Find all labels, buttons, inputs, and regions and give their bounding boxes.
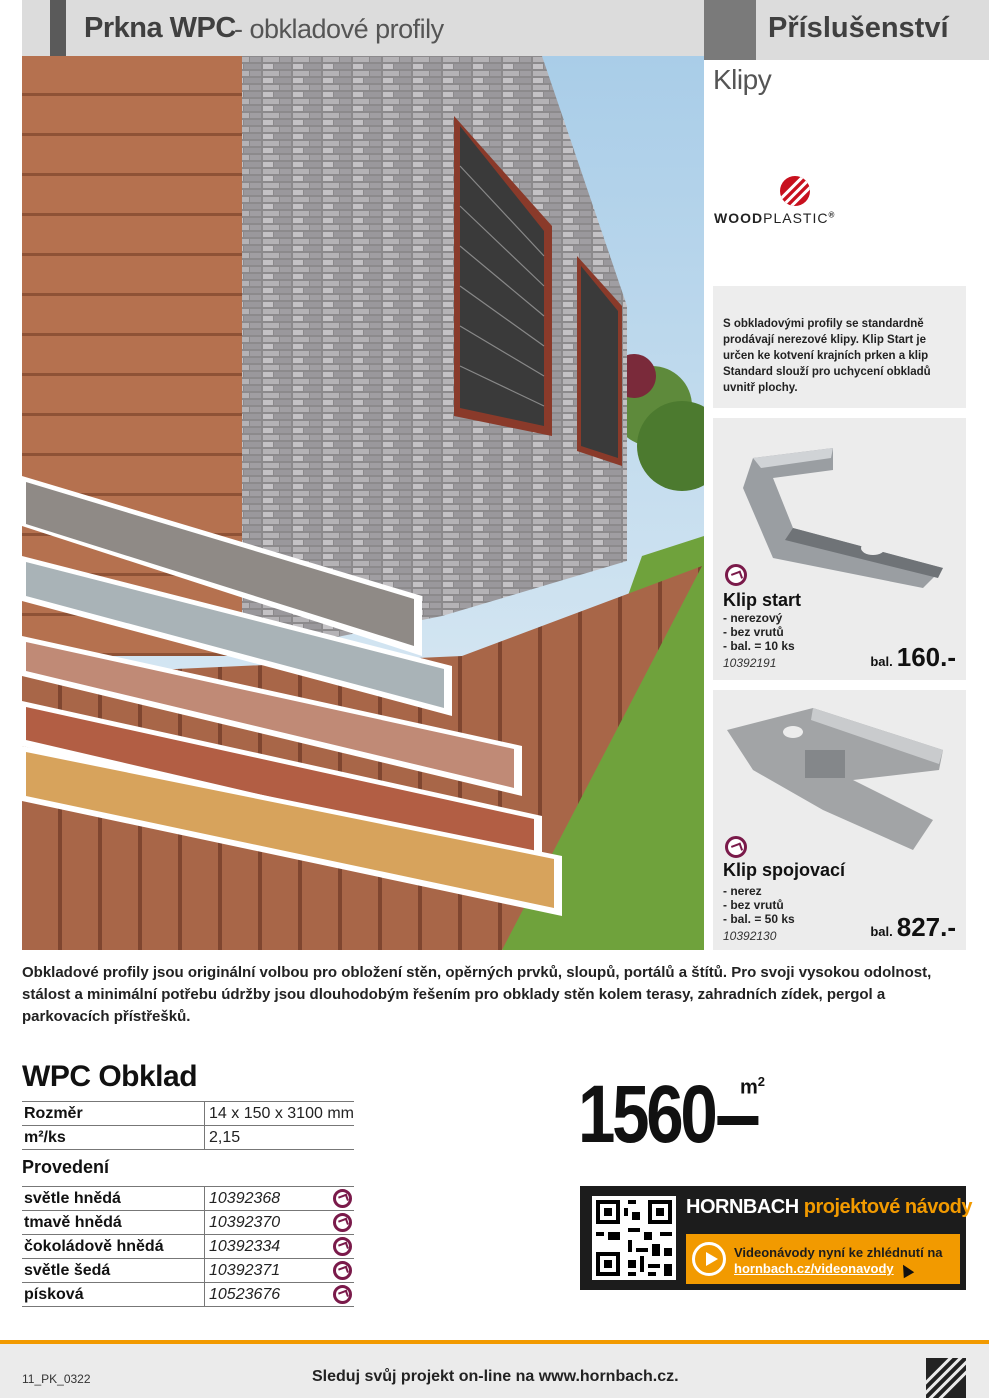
variants-heading: Provedení [22,1157,110,1177]
video-guides-promo[interactable] [580,1186,972,1290]
section-header [704,0,989,60]
page-subtitle: - obkladové profily [234,14,444,44]
hero-illustration [22,56,704,950]
klip-spojovaci-image [713,690,966,860]
product-spec: - nerezový [723,611,783,625]
product-spec: - bez vrutů [723,625,784,639]
price-dash [718,1116,759,1125]
product-price: bal. 827.- [870,912,956,942]
variant-name: světle hnědá [24,1190,121,1207]
footer-code: 11_PK_0322 [22,1372,91,1386]
product-spec: - bal. = 50 ks [723,912,795,926]
stainless-icon [333,1285,352,1304]
spec-row [22,1126,354,1150]
product-card-klip-start[interactable] [713,418,966,680]
section-title: Příslušenství [768,12,949,44]
product-card-klip-spojovaci[interactable] [713,690,966,950]
section-accent-bar [704,0,756,60]
spec-table [22,1101,354,1150]
hornbach-logo-icon [926,1358,966,1398]
qr-code-icon[interactable] [592,1196,676,1280]
variant-row[interactable] [22,1235,354,1259]
promo-text: Videonávody nyní ke zhlédnutí na hornbach.cz/videonavody [734,1245,943,1276]
price-unit: $m^2$ [740,1074,766,1099]
product-name: Klip spojovací [723,860,846,880]
product-sku: 10392191 [723,656,777,670]
sidebar-heading: Klipy [713,64,772,95]
promo-banner[interactable] [686,1234,960,1284]
spec-row [22,1102,354,1126]
spec-value: 14 x 150 x 3100 mm [204,1102,354,1125]
stainless-icon [725,564,747,586]
footer-text: Sleduj svůj projekt on-line na www.hornbach.cz. [312,1368,679,1385]
stainless-icon [333,1237,352,1256]
variant-name: čokoládově hnědá [24,1238,164,1255]
variant-row[interactable] [22,1283,354,1307]
woodplastic-logo-mark [780,176,810,206]
variant-row[interactable] [22,1211,354,1235]
header-title-bar [22,0,704,60]
variant-name: světle šedá [24,1262,111,1279]
product-spec: - nerez [723,884,762,898]
variant-row[interactable] [22,1259,354,1283]
variant-sku: 10392371 [204,1259,280,1282]
variant-sku: 10523676 [204,1283,280,1306]
stainless-icon [725,836,747,858]
variant-name: písková [24,1286,84,1303]
stainless-icon [333,1213,352,1232]
spec-key: m²/ks [24,1129,66,1146]
product-sku: 10392130 [723,929,777,943]
product-spec: - bez vrutů [723,898,784,912]
product-description: Obkladové profily jsou originální volbou pro obložení stěn, opěrných prvků, sloupů, portálů a štítů. Pro svoji vysokou odolnost, stálost a minimální potřebu údržby jsou dlouhodobým řešením pro obklady stěn kolem terasy, zahradních zídek, pergol a parkovacích přístřešků. [22,964,932,1025]
variant-sku: 10392370 [204,1211,280,1234]
product-price: bal. 160.- [870,642,956,672]
variant-sku: 10392334 [204,1235,280,1258]
spec-key: Rozměr [24,1105,83,1122]
stainless-icon [333,1189,352,1208]
hero-photo [22,56,704,950]
header-accent-bar [50,0,66,60]
clips-note: S obkladovými profily se standardně prodávají nerezové klipy. Klip Start je určen ke kotvení krajních prken a klip Standard slouží pro uchycení obkladů uvnitř plochy. [713,286,966,408]
variant-name: tmavě hnědá [24,1214,122,1231]
promo-brand: HORNBACH projektové návody [686,1196,972,1218]
stainless-icon [333,1261,352,1280]
variant-row[interactable] [22,1187,354,1211]
product-title: WPC Obklad [22,1060,198,1093]
product-name: Klip start [723,590,802,610]
klip-start-image [713,418,966,588]
spec-value: 2,15 [204,1126,240,1149]
video-guides-link[interactable]: hornbach.cz/videonavody [734,1261,894,1276]
product-spec: - bal. = 10 ks [723,639,795,653]
play-icon[interactable] [692,1242,726,1276]
woodplastic-logo [714,176,874,236]
woodplastic-logo-text: WOODPLASTIC® [714,210,836,226]
variant-sku: 10392368 [204,1187,280,1210]
main-price: 1560 [578,1068,759,1162]
variants-table [22,1186,354,1307]
page-title: Prkna WPC [84,12,236,44]
